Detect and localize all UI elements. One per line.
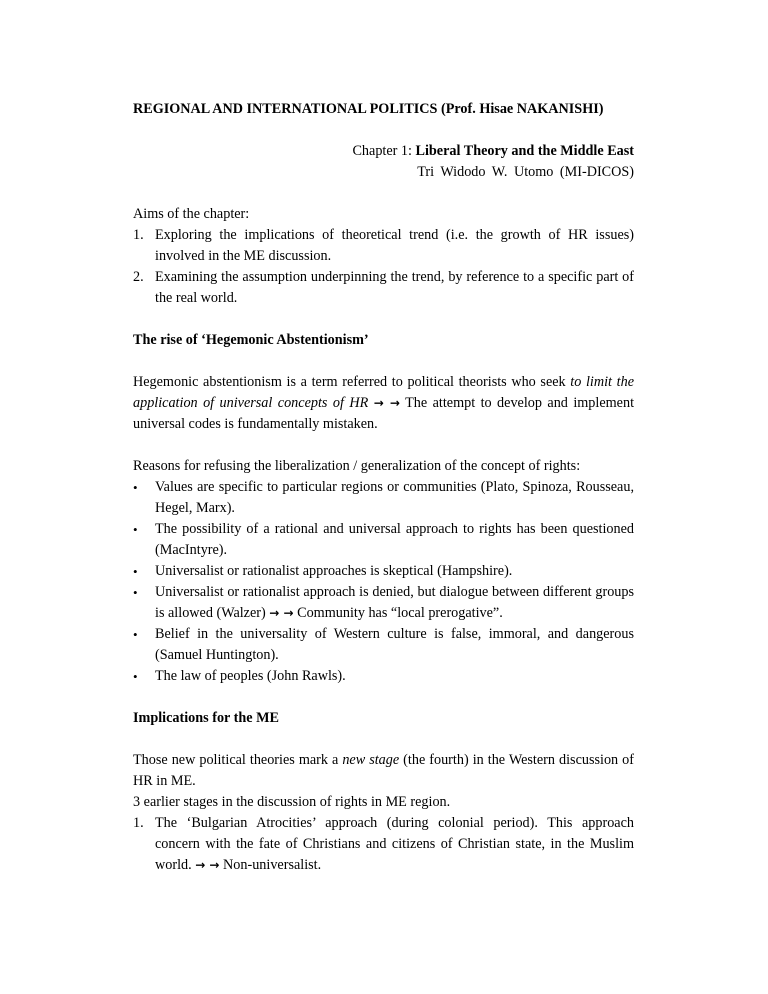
list-number: 1. <box>133 227 144 243</box>
list-item <box>133 813 634 876</box>
list-item-text: Values are specific to particular regions or communities (Plato, Spinoza, Rousseau, Hegel, Marx). <box>155 479 634 516</box>
aims-list <box>133 225 634 309</box>
arrow-right-icon: → → <box>373 396 400 410</box>
reasons-intro: Reasons for refusing the liberalization / generalization of the concept of rights: <box>133 458 581 474</box>
list-item-text: The ‘Bulgarian Atrocities’ approach (during colonial period). This approach concern with the fate of Christians and citizens of Christian state, in the Muslim world. <box>155 815 634 873</box>
bullet-icon: • <box>133 585 138 600</box>
list-item-text: Exploring the implications of theoretical trend (i.e. the growth of HR issues) involved in the ME discussion. <box>155 227 634 264</box>
hegemonic-paragraph <box>133 372 634 435</box>
emphasis-text: to limit the application of universal concepts of HR <box>133 374 634 411</box>
list-item <box>133 477 634 519</box>
list-item-text: Belief in the universality of Western culture is false, immoral, and dangerous (Samuel Huntington). <box>155 626 634 663</box>
list-item-text: Universalist or rationalist approaches is skeptical (Hampshire). <box>155 563 513 579</box>
stages-list <box>133 813 634 876</box>
list-item <box>133 519 634 561</box>
list-item-text: The possibility of a rational and universal approach to rights has been questioned (MacIntyre). <box>155 521 634 558</box>
aims-heading: Aims of the chapter: <box>133 206 250 222</box>
list-item-text: Universalist or rationalist approach is denied, but dialogue between different groups is allowed (Walzer) <box>155 584 634 621</box>
author-line: Tri Widodo W. Utomo (MI-DICOS) <box>417 164 634 180</box>
section-heading-hegemonic: The rise of ‘Hegemonic Abstentionism’ <box>133 332 369 348</box>
list-item-text: Examining the assumption underpinning the trend, by reference to a specific part of the real world. <box>155 269 634 306</box>
bullet-icon: • <box>133 669 138 684</box>
section-heading-implications: Implications for the ME <box>133 710 279 726</box>
list-item <box>133 561 634 582</box>
list-item-text: The law of peoples (John Rawls). <box>155 668 346 684</box>
list-item-text: Community has “local prerogative”. <box>293 605 503 621</box>
paragraph-text: (the fourth) in the Western discussion of HR in ME. <box>133 752 634 789</box>
list-number: 1. <box>133 815 144 831</box>
arrow-right-icon: → → <box>269 606 294 620</box>
document-title: REGIONAL AND INTERNATIONAL POLITICS (Prof. Hisae NAKANISHI) <box>133 101 604 117</box>
chapter-prefix: Chapter 1: <box>352 143 416 159</box>
list-item <box>133 267 634 309</box>
bullet-icon: • <box>133 480 138 495</box>
list-item <box>133 624 634 666</box>
list-number: 2. <box>133 269 144 285</box>
list-item-text: Non-universalist. <box>219 857 322 873</box>
paragraph-text: The attempt to develop and implement universal codes is fundamentally mistaken. <box>133 395 635 432</box>
list-item <box>133 225 634 267</box>
chapter-line <box>133 141 634 162</box>
implications-paragraph <box>133 750 634 792</box>
list-item <box>133 666 634 687</box>
bullet-icon: • <box>133 564 138 579</box>
bullet-icon: • <box>133 627 138 642</box>
list-item <box>133 582 634 624</box>
chapter-title: Liberal Theory and the Middle East <box>415 143 634 159</box>
stages-intro: 3 earlier stages in the discussion of rights in ME region. <box>133 794 451 810</box>
paragraph-text: Those new political theories mark a <box>133 752 343 768</box>
bullet-icon: • <box>133 522 138 537</box>
reasons-list <box>133 477 634 687</box>
emphasis-text: new stage <box>342 752 400 768</box>
arrow-right-icon: → → <box>195 858 220 872</box>
paragraph-text: Hegemonic abstentionism is a term referred to political theorists who seek <box>133 374 571 390</box>
